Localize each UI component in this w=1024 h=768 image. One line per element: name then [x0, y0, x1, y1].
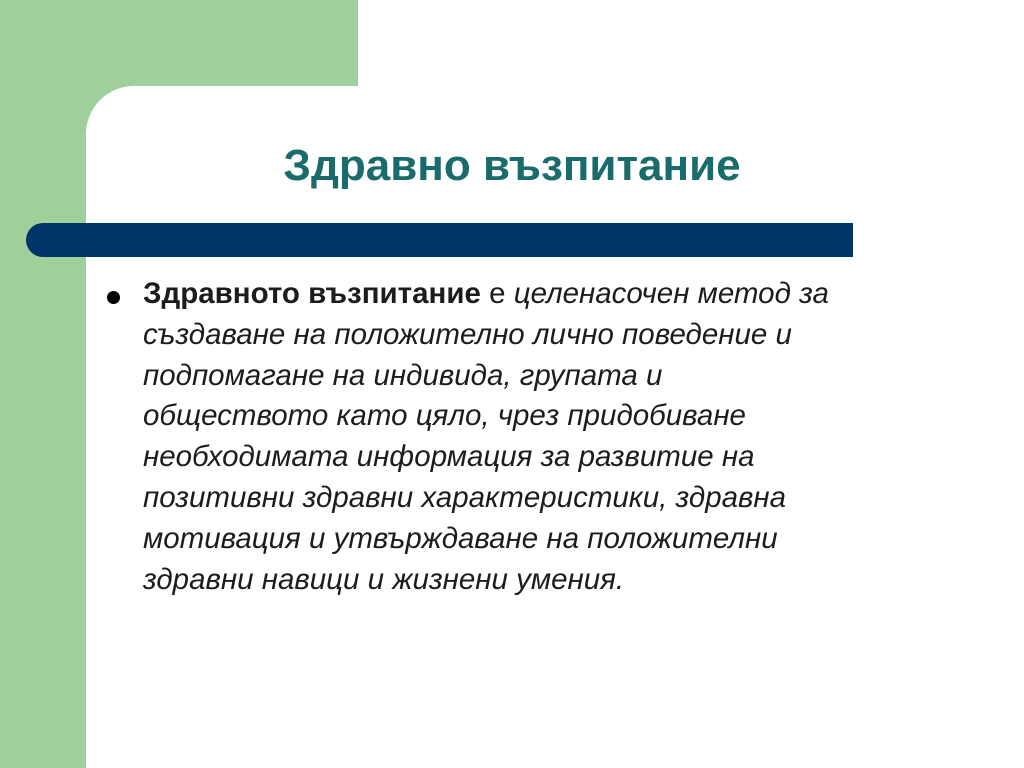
slide-title: Здравно възпитание — [283, 141, 741, 190]
definition-line: целенасочен метод за — [513, 277, 829, 310]
bullet-text — [143, 274, 923, 600]
definition-line: мотивация и утвърждаване на положителни — [143, 521, 778, 555]
definition-line: позитивни здравни характеристики, здравна — [143, 480, 787, 514]
definition-line: подпомагане на индивида, групата и — [143, 358, 663, 392]
bullet-connector: е — [480, 277, 514, 310]
definition-line: здравни навици и жизнени умения. — [143, 562, 625, 596]
definition-line: необходимата информация за развитие на — [143, 440, 755, 474]
definition-line: създаване на положително лично поведение и — [143, 317, 792, 351]
bullet-icon — [107, 291, 120, 304]
bullet-term: Здравното възпитание — [143, 277, 481, 310]
definition-line: обществото като цяло, чрез придобиване — [143, 399, 746, 433]
decorative-green-strip — [0, 0, 86, 768]
title-underline-bar — [26, 223, 853, 257]
